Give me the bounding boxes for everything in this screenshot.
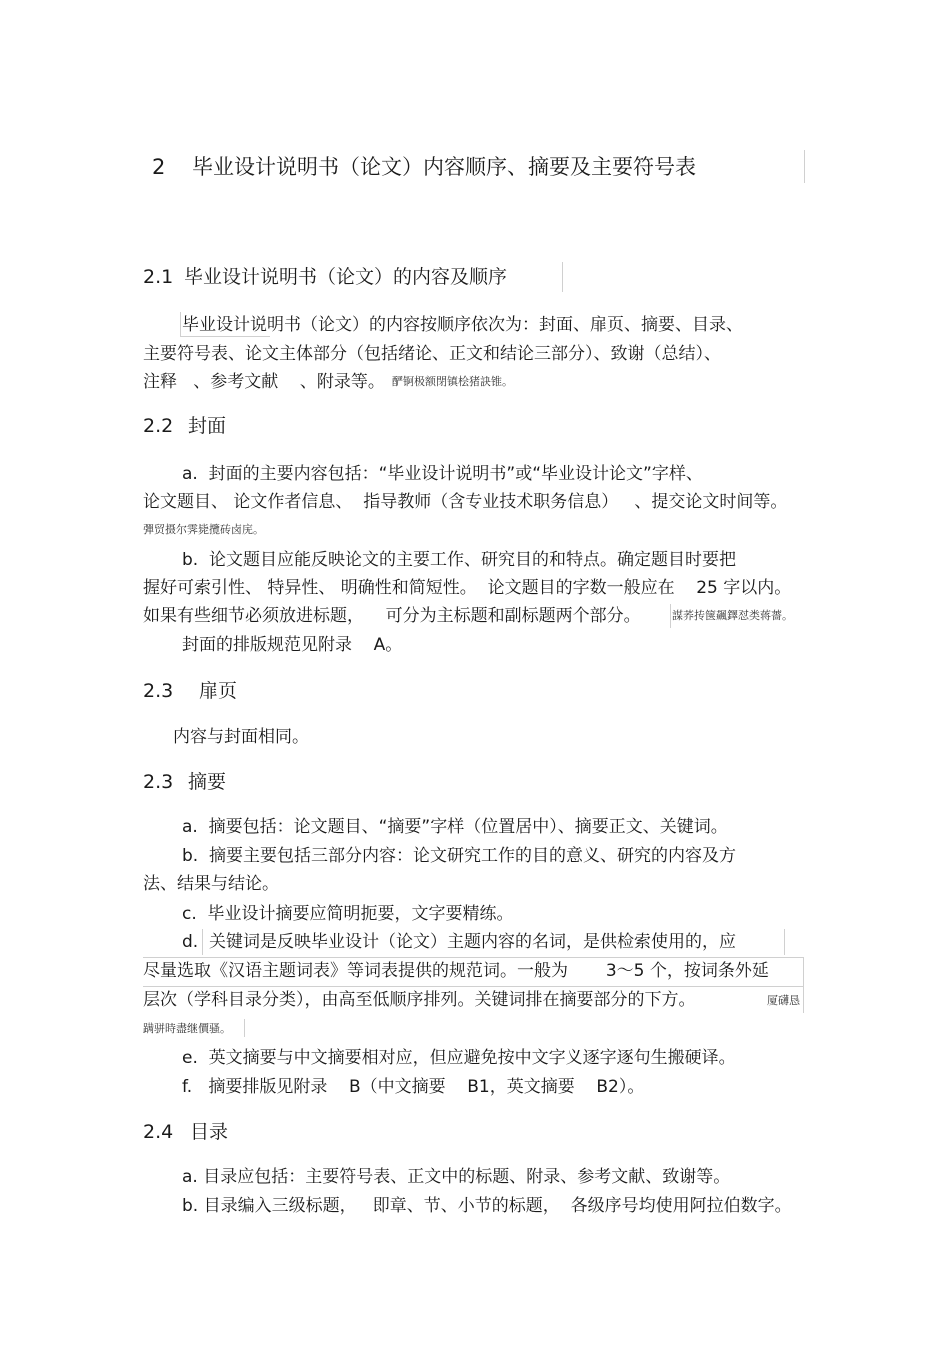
chapter-number: 2 xyxy=(152,155,166,179)
paragraph-line: 封面的排版规范见附录 A。 xyxy=(182,635,403,655)
garbled-text: 蹒骈時盡继價骚。 xyxy=(143,1022,231,1035)
edit-mark xyxy=(562,262,563,292)
paragraph-line: f. 摘要排版见附录 B（中文摘要 B1，英文摘要 B2）。 xyxy=(182,1077,645,1097)
paragraph-line: 尽量选取《汉语主题词表》等词表提供的规范词。一般为 3～5 个，按词条外延 xyxy=(143,961,769,981)
edit-mark xyxy=(803,957,804,1013)
paragraph-line: 层次（学科目录分类），由高至低顺序排列。关键词排在摘要部分的下方。 xyxy=(143,990,696,1010)
edit-mark xyxy=(180,312,181,336)
paragraph-line: 论文题目、 论文作者信息、 指导教师（含专业技术职务信息） 、提交论文时间等。 xyxy=(143,492,788,512)
edit-mark xyxy=(784,929,785,955)
paragraph-line: a. 目录应包括：主要符号表、正文中的标题、附录、参考文献、致谢等。 xyxy=(182,1167,731,1187)
section-number-2-3-abstract: 2.3 xyxy=(143,771,174,793)
chapter-title: 毕业设计说明书（论文）内容顺序、摘要及主要符号表 xyxy=(192,155,696,179)
garbled-text: 厦礴恳 xyxy=(767,994,800,1007)
paragraph-line: a. 摘要包括：论文题目、“摘要”字样（位置居中）、摘要正文、关键词。 xyxy=(182,817,728,837)
section-number-2-3: 2.3 xyxy=(143,680,174,702)
edit-mark xyxy=(670,604,671,628)
paragraph-line: b. 摘要主要包括三部分内容：论文研究工作的目的意义、研究的内容及方 xyxy=(182,846,737,866)
section-number-2-4: 2.4 xyxy=(143,1121,174,1143)
section-title-2-1: 毕业设计说明书（论文）的内容及顺序 xyxy=(184,266,508,288)
paragraph-line: 握好可索引性、 特异性、 明确性和简短性。 论文题目的字数一般应在 25 字以内。 xyxy=(143,578,792,598)
paragraph-line: 毕业设计说明书（论文）的内容按顺序依次为：封面、扉页、摘要、目录、 xyxy=(182,315,743,335)
paragraph-line: 如果有些细节必须放进标题， 可分为主标题和副标题两个部分。 xyxy=(143,606,641,626)
paragraph-line: b. 目录编入三级标题， 即章、节、小节的标题， 各级序号均使用阿拉伯数字。 xyxy=(182,1196,792,1216)
edit-mark xyxy=(180,336,270,337)
section-title-2-2: 封面 xyxy=(188,415,227,437)
edit-mark xyxy=(202,929,203,955)
edit-mark xyxy=(244,1019,245,1037)
garbled-text: 謀荞抟箧飆鐸怼类蒋薔。 xyxy=(672,609,793,622)
paragraph-line: a. 封面的主要内容包括：“毕业设计说明书”或“毕业设计论文”字样、 xyxy=(182,464,703,484)
section-title-2-3-abstract: 摘要 xyxy=(188,771,227,793)
paragraph-line: 主要符号表、论文主体部分（包括绪论、正文和结论三部分）、致谢（总结）、 xyxy=(143,344,721,364)
section-number-2-2: 2.2 xyxy=(143,415,174,437)
garbled-text: 彈贸摄尔霁毙攬砖卤庑。 xyxy=(143,523,264,536)
paragraph-line: 注释 、参考文献 、附录等。 xyxy=(143,372,385,392)
garbled-text: 酽锕极额閉镇桧猪訣锥。 xyxy=(392,375,513,388)
paragraph-line: c. 毕业设计摘要应简明扼要，文字要精练。 xyxy=(182,904,514,924)
edit-mark xyxy=(143,986,803,987)
paragraph-line: 法、结果与结论。 xyxy=(143,874,279,894)
section-title-2-3-title-page: 扉页 xyxy=(199,680,238,702)
edit-mark xyxy=(804,150,805,183)
section-number-2-1: 2.1 xyxy=(143,266,174,288)
paragraph-line: 内容与封面相同。 xyxy=(173,727,309,747)
paragraph-line: d. 关键词是反映毕业设计（论文）主题内容的名词，是供检索使用的，应 xyxy=(182,932,737,952)
paragraph-line: b. 论文题目应能反映论文的主要工作、研究目的和特点。确定题目时要把 xyxy=(182,550,737,570)
paragraph-line: e. 英文摘要与中文摘要相对应，但应避免按中文字义逐字逐句生搬硬译。 xyxy=(182,1048,736,1068)
section-title-2-4: 目录 xyxy=(190,1121,229,1143)
edit-mark xyxy=(143,957,803,958)
